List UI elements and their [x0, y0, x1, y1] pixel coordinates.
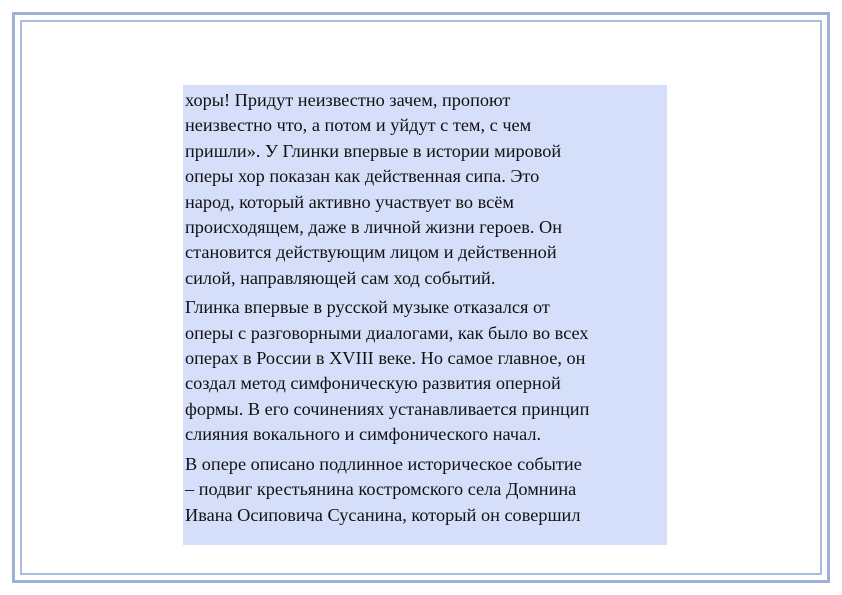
- paragraph-chorus: хоры! Придут неизвестно зачем, пропоют неизвестно что, а потом и уйдут с тем, с чем пришли». У Глинки впервые в истории мировой оперы хор показан как действенная сипа. Это народ, который активно участвует во всём происходящем, даже в личной жизни героев. Он становится действующим лицом и действенной силой, направляющей сам ход событий.: [185, 90, 562, 288]
- paragraph-dialogues: Глинка впервые в русской музыке отказался от оперы с разговорными диалогами, как было во всех операх в России в XVIII веке. Но самое главное, он создал метод симфоническую развития оперной формы. В его сочинениях устанавливается принцип слияния вокального и симфонического начал.: [185, 297, 590, 445]
- text-block: [183, 85, 667, 545]
- paragraph-susanin: В опере описано подлинное историческое событие – подвиг крестьянина костромского села Домнина Ивана Осиповича Сусанина, который он совершил: [185, 453, 582, 525]
